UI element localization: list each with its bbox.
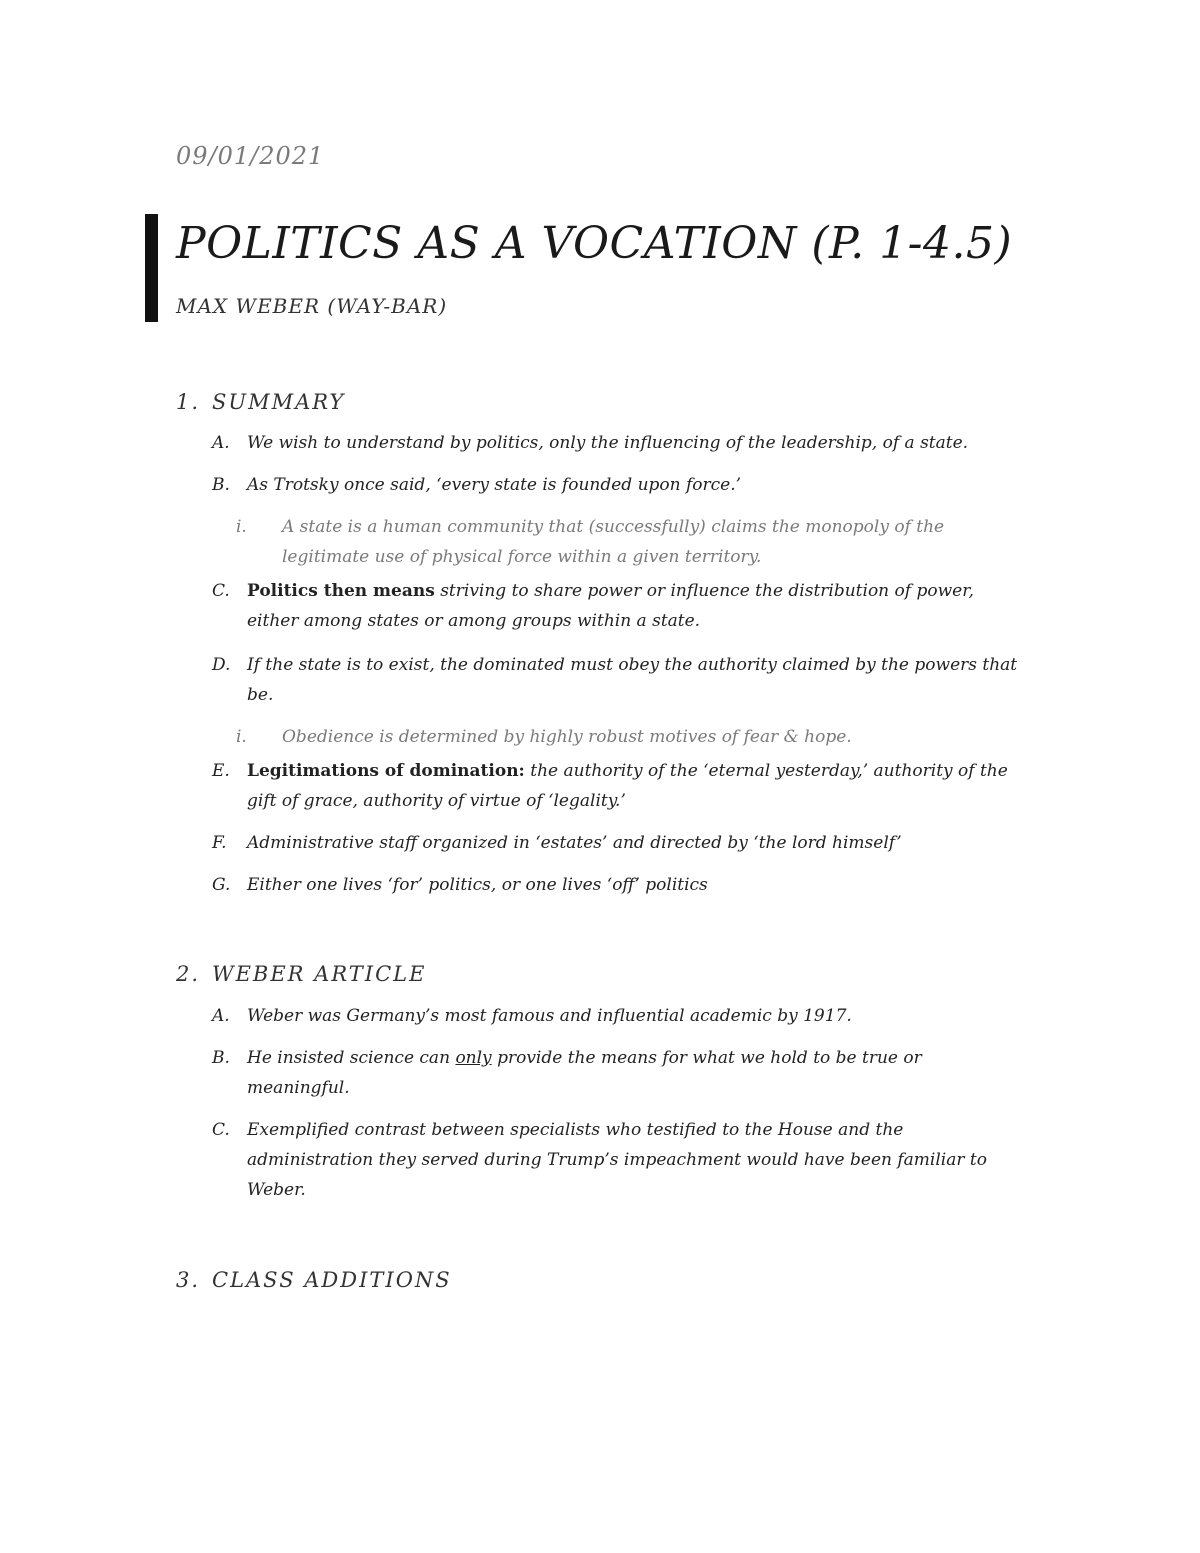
list-item	[212, 576, 1022, 636]
list-item	[212, 1043, 1022, 1103]
section-number: 2.	[176, 962, 201, 986]
list-item	[212, 870, 1022, 900]
sub-list-item	[236, 512, 996, 572]
item-letter: C.	[212, 581, 230, 601]
item-letter: A.	[212, 1006, 230, 1026]
item-text: Either one lives ‘for’ politics, or one lives ‘off’ politics	[247, 875, 708, 895]
item-underlined-text: only	[455, 1048, 492, 1068]
item-text: As Trotsky once said, ‘every state is founded upon force.’	[247, 475, 742, 495]
section-heading-class-additions	[176, 1268, 452, 1292]
item-text: the authority of the ‘eternal yesterday,’ authority of the gift of grace, authority of virtue of ‘legality.’	[247, 761, 1008, 811]
item-text: If the state is to exist, the dominated must obey the authority claimed by the powers that be.	[247, 655, 1018, 705]
list-item	[212, 650, 1022, 710]
item-letter: C.	[212, 1120, 230, 1140]
sub-item-numeral: i.	[236, 727, 247, 747]
item-letter: B.	[212, 1048, 230, 1068]
item-text: Exemplified contrast between specialists who testified to the House and the administration they served during Trump’s impeachment would have been familiar to Weber.	[247, 1120, 987, 1200]
item-letter: D.	[212, 655, 231, 675]
document-subtitle: MAX WEBER (WAY-BAR)	[176, 294, 448, 318]
item-letter: E.	[212, 761, 230, 781]
sub-item-text: Obedience is determined by highly robust motives of fear & hope.	[282, 727, 852, 747]
item-text: We wish to understand by politics, only the influencing of the leadership, of a state.	[247, 433, 969, 453]
item-text: Administrative staff organized in ‘estates’ and directed by ‘the lord himself’	[247, 833, 902, 853]
list-item	[212, 470, 1022, 500]
section-title: CLASS ADDITIONS	[212, 1268, 452, 1292]
item-text: Weber was Germany’s most famous and influential academic by 1917.	[247, 1006, 852, 1026]
item-letter: A.	[212, 433, 230, 453]
section-heading-weber-article	[176, 962, 426, 986]
list-item	[212, 1115, 1022, 1205]
item-letter: F.	[212, 833, 227, 853]
sub-item-numeral: i.	[236, 517, 247, 537]
sub-item-text: A state is a human community that (successfully) claims the monopoly of the legitimate use of physical force within a given territory.	[282, 517, 945, 567]
list-item	[212, 428, 1022, 458]
item-text: striving to share power or influence the distribution of power, either among states or among groups within a state.	[247, 581, 974, 631]
list-item	[212, 1001, 1022, 1031]
item-bold-text: Politics then means	[247, 581, 435, 601]
section-number: 3.	[176, 1268, 201, 1292]
item-letter: B.	[212, 475, 230, 495]
title-accent-bar	[145, 214, 158, 322]
sub-list-item	[236, 722, 996, 752]
list-item	[212, 828, 1022, 858]
list-item	[212, 756, 1022, 816]
section-title: WEBER ARTICLE	[212, 962, 427, 986]
item-bold-text: Legitimations of domination:	[247, 761, 525, 781]
item-letter: G.	[212, 875, 231, 895]
section-heading-summary	[176, 390, 345, 414]
item-text: provide the means for what we hold to be true or meaningful.	[247, 1048, 922, 1098]
document-title: POLITICS AS A VOCATION (P. 1-4.5)	[176, 218, 1013, 269]
item-text: He insisted science can	[247, 1048, 451, 1068]
section-title: SUMMARY	[212, 390, 346, 414]
document-date: 09/01/2021	[176, 142, 325, 170]
section-number: 1.	[176, 390, 201, 414]
